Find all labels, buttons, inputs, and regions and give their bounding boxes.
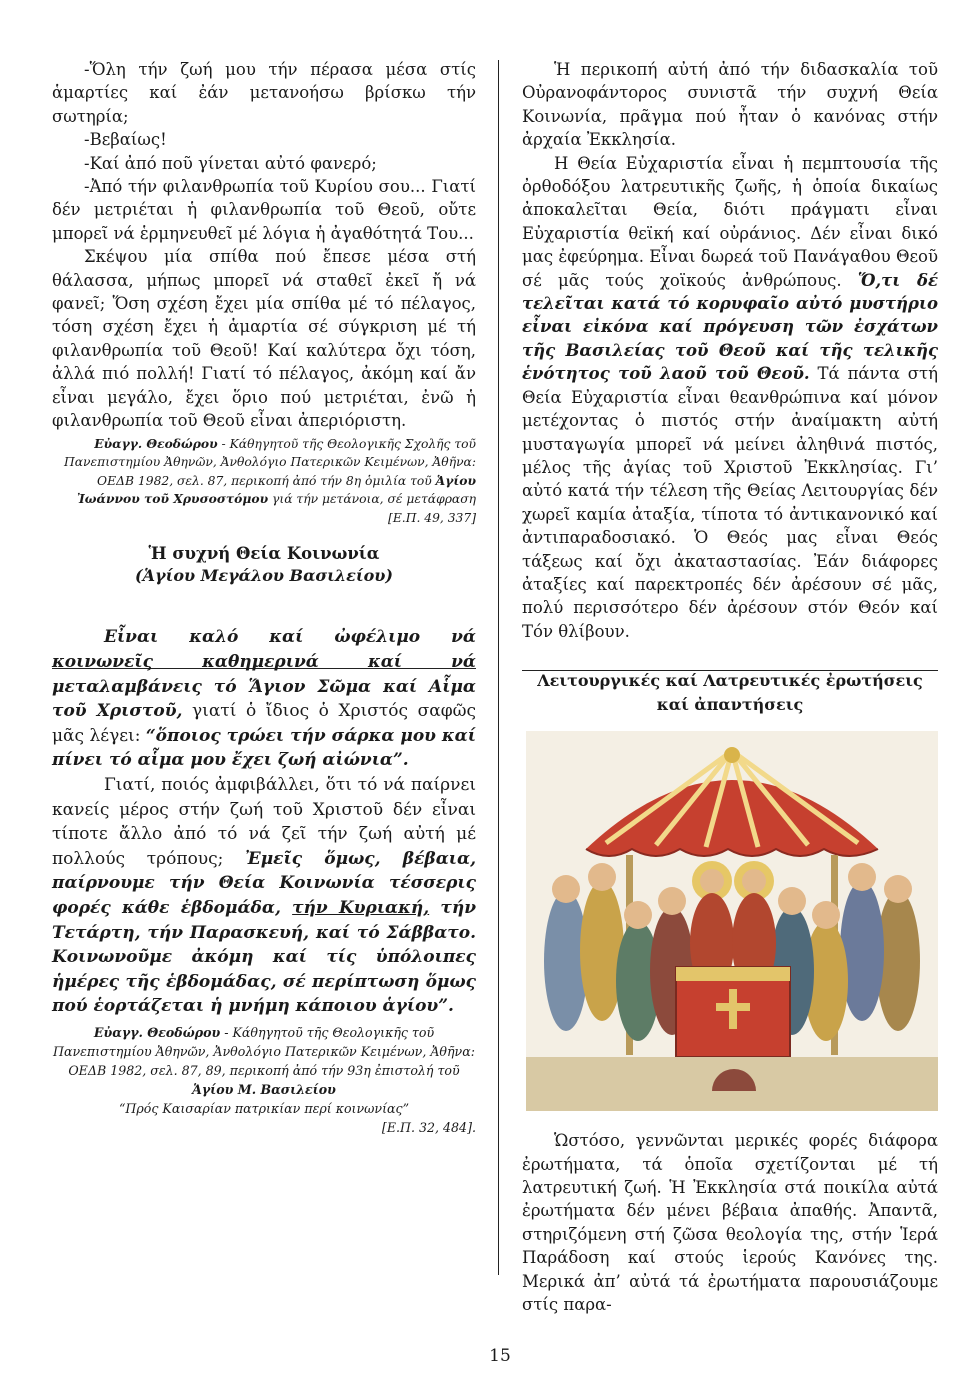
- citation-author: Εὐαγγ. Θεοδώρου: [94, 435, 218, 451]
- article-subtitle: (Ἁγίου Μεγάλου Βασιλείου): [135, 566, 393, 586]
- citation-text-2: “Πρός Καισαρίαν πατρικίαν περί κοινωνίας”: [118, 1100, 410, 1116]
- paragraph-1: Ἡ περικοπή αὐτή ἀπό τήν διδασκαλία τοῦ Οὐρανοφάντορος συνιστᾶ τήν συχνή Θεία Κοινωνία, πρᾶγμα πού ἦταν ὁ κανόνας στήν ἀρχαία Ἐκκλησία.: [522, 60, 938, 150]
- dialogue-line: Σκέψου μία σπίθα πού ἔπεσε μέσα στή θάλασσα, μήπως μπορεῖ νά σταθεῖ ἐκεῖ ἤ νά φανεῖ; Ὅση σχέση ἔχει μία σπίθα μέ τό πέλαγος, τόση σχέση ἔχει ἡ ἁμαρτία σέ σύγκριση μέ τή φιλανθρωπία τοῦ Θεοῦ! Καί καλύτερα ὄχι τόση, ἀλλά πιό πολλή! Γιατί τό πέλαγος, ἀκόμη καί ἄν εἶναι μεγάλο, ἔχει ὅριο πού μετριέται, ἐνῶ ἡ φιλανθρωπία τοῦ Θεοῦ εἶναι ἀπεριόριστη.: [52, 247, 476, 431]
- column-divider: [498, 60, 499, 1275]
- citation-saint: Ἁγίου Μ. Βασιλείου: [192, 1081, 336, 1097]
- dialogue-line: -Καί ἀπό ποῦ γίνεται αὐτό φανερό;: [84, 153, 377, 173]
- quote-underlined: τήν Κυριακή,: [292, 898, 430, 918]
- citation-author: Εὐαγγ. Θεοδώρου: [93, 1024, 221, 1040]
- quote-bold: Ἐμεῖς ὅμως, βέβαια, παίρνουμε τήν Θεία Κοινωνία τέσσερις φορές κάθε ἑβδομάδα,: [52, 848, 477, 918]
- paragraph-3: Ὡστόσο, γεννῶνται μερικές φορές διάφορα ἐρωτήματα, τά ὁποῖα σχετίζονται μέ τή λατρευτική ζωή. Ἡ Ἐκκλησία στά ποικίλα αὐτά ἐρωτήματα δέν μένει βέβαια ἀπαθής. Ἀπαντᾶ, στηριζόμενη στή ζῶσα θεολογία της, στήν Ἱερά Παράδοση καί στούς ἱερούς Κανόνες της. Μερικά ἀπ’ αὐτά τά ἐρωτήματα παρουσιάζουμε στίς παρα-: [522, 1131, 938, 1314]
- citation-saint: Ἁγίου Ἰωάννου τοῦ Χρυσοστόμου: [77, 472, 476, 507]
- holy-communion-icon-image: [526, 731, 938, 1111]
- quote-bold: τήν Τετάρτη, τήν Παρασκευή, καί τό Σάββατο. Κοινωνοῦμε ἀκόμη καί τίς ὑπόλοιπες ἡμέρες τῆς ἑβδομάδας, σέ περίπτωση ὅμως πού ἑορτάζεται ἡ μνήμη κάποιου ἁγίου”.: [52, 898, 476, 1017]
- paragraph-2-bold: Ὅ,τι δέ τελεῖται κατά τό κορυφαῖο αὐτό μυστήριο εἶναι εἰκόνα καί πρόγευση τῶν ἐσχάτων τῆς Βασιλείας τοῦ Θεοῦ καί τῆς τελικῆς ἑνότητος τοῦ λαοῦ τοῦ Θεοῦ.: [522, 270, 938, 384]
- source-citation-1: [52, 435, 476, 528]
- left-column: [52, 58, 476, 1137]
- citation-text: - Κάθηγητοῦ τῆς Θεολογικῆς Σχολῆς τοῦ Πανεπιστημίου Ἀθηνῶν, Ἀνθολόγιο Πατερικῶν Κειμένων, Ἀθῆνα: ΟΕΔΒ 1982, σελ. 87, περικοπή ἀπό τήν 8η ὁμιλία τοῦ: [64, 436, 476, 488]
- quote-bold: “ὅποιος τρώει τήν σάρκα μου καί πίνει τό αἷμα μου ἔχει ζωή αἰώνια”.: [52, 725, 476, 771]
- quote-plain: γιατί ὁ ἴδιος ὁ Χριστός σαφῶς μᾶς λέγει:: [52, 701, 476, 746]
- citation-ref: [Ε.Π. 32, 484].: [381, 1119, 476, 1135]
- section-title: Λειτουργικές καί Λατρευτικές ἐρωτήσεις καί ἀπαντήσεις: [537, 671, 923, 715]
- article-title: Ἡ συχνή Θεία Κοινωνία: [148, 544, 380, 564]
- page-number: 15: [489, 1346, 511, 1366]
- dialogue-text: [52, 58, 476, 433]
- quote-plain: Γιατί, ποιός ἀμφιβάλλει, ὅτι τό νά παίρνει κανείς μέρος στήν ζωή τοῦ Χριστοῦ δέν εἶναι τίποτε ἄλλο ἀπό τό νά ζεῖ τήν ζωή αὐτή μέ πολλούς τρόπους;: [52, 775, 476, 869]
- quote-text: [52, 625, 476, 1019]
- paragraph-2: [522, 152, 938, 644]
- source-citation-2: [52, 1023, 476, 1137]
- dialogue-line: -Ἀπό τήν φιλανθρωπία τοῦ Κυρίου σου... Γιατί δέν μετριέται ἡ φιλανθρωπία τοῦ Θεοῦ, οὔτε μπορεῖ νά ἑρμηνευθεῖ μέ λόγια ἡ ἀγαθότητά Του...: [52, 177, 476, 243]
- right-column: [522, 58, 938, 1316]
- dialogue-line: -Ὅλη τήν ζωή μου τήν πέρασα μέσα στίς ἁμαρτίες καί ἐάν μετανοήσω βρίσκω τήν σωτηρία;: [52, 60, 476, 126]
- citation-text-2: γιά τήν μετάνοια, σέ μετάφραση: [268, 492, 476, 507]
- dialogue-line: -Βεβαίως!: [84, 130, 167, 150]
- paragraph-2-c: Τά πάντα στή Θεία Εὐχαριστία εἶναι θεανθρώπινα καί μόνον μετέχοντας ὁ πιστός στήν ἀναίμακτη αὐτή μυσταγωγία μπορεῖ νά μείνει ἀληθινά πιστός, μέλος τῆς ἁγίας τοῦ Χριστοῦ Ἐκκλησίας. Γι’ αὐτό κατά τήν τέλεση τῆς Θείας Λειτουργίας δέν χωρεῖ καμία ἀταξία, τίποτα τό ἀντικανονικό καί ἀντιπαραδοσιακό. Ὁ Θεός μας εἶναι Θεός τάξεως καί ὄχι ἀκαταστασίας. Ἐάν διάφορες ἀταξίες καί παρεκτροπές δέν ἀρέσουν σέ μᾶς, πολύ περισσότερο δέν ἀρέσουν στόν Θεόν καί Τόν θλίβουν.: [522, 364, 939, 641]
- citation-ref: [Ε.Π. 49, 337]: [388, 510, 476, 525]
- citation-text: - Κάθηγητοῦ τῆς Θεολογικῆς τοῦ Πανεπιστημίου Ἀθηνῶν, Ἀνθολόγιο Πατερικῶν Κειμένων, Ἀθῆνα: ΟΕΔΒ 1982, σελ. 87, 89, περικοπή ἀπό τήν 93η ἐπιστολή τοῦ: [53, 1024, 475, 1078]
- paragraph-2-a: Η Θεία Εὐχαριστία εἶναι ἡ πεμπτουσία τῆς ὀρθοδόξου λατρευτικῆς ζωῆς, ἡ ὁποία δικαίως ἀποκαλεῖται Θεία, διότι πράγματι εἶναι Εὐχαριστία θεϊκή καί οὐράνιος. Δέν εἶναι δικό μας ἐφεύρημα. Εἶναι δωρεά τοῦ Πανάγαθου Θεοῦ σέ μᾶς τούς χοϊκούς ἀνθρώπους.: [522, 153, 938, 290]
- quote-bold: Εἶναι καλό καί ὠφέλιμο νά κοινωνεῖς καθημερινά καί νά μεταλαμβάνεις τό Ἅγιον Σῶμα καί Αἷμα τοῦ Χριστοῦ,: [52, 627, 476, 722]
